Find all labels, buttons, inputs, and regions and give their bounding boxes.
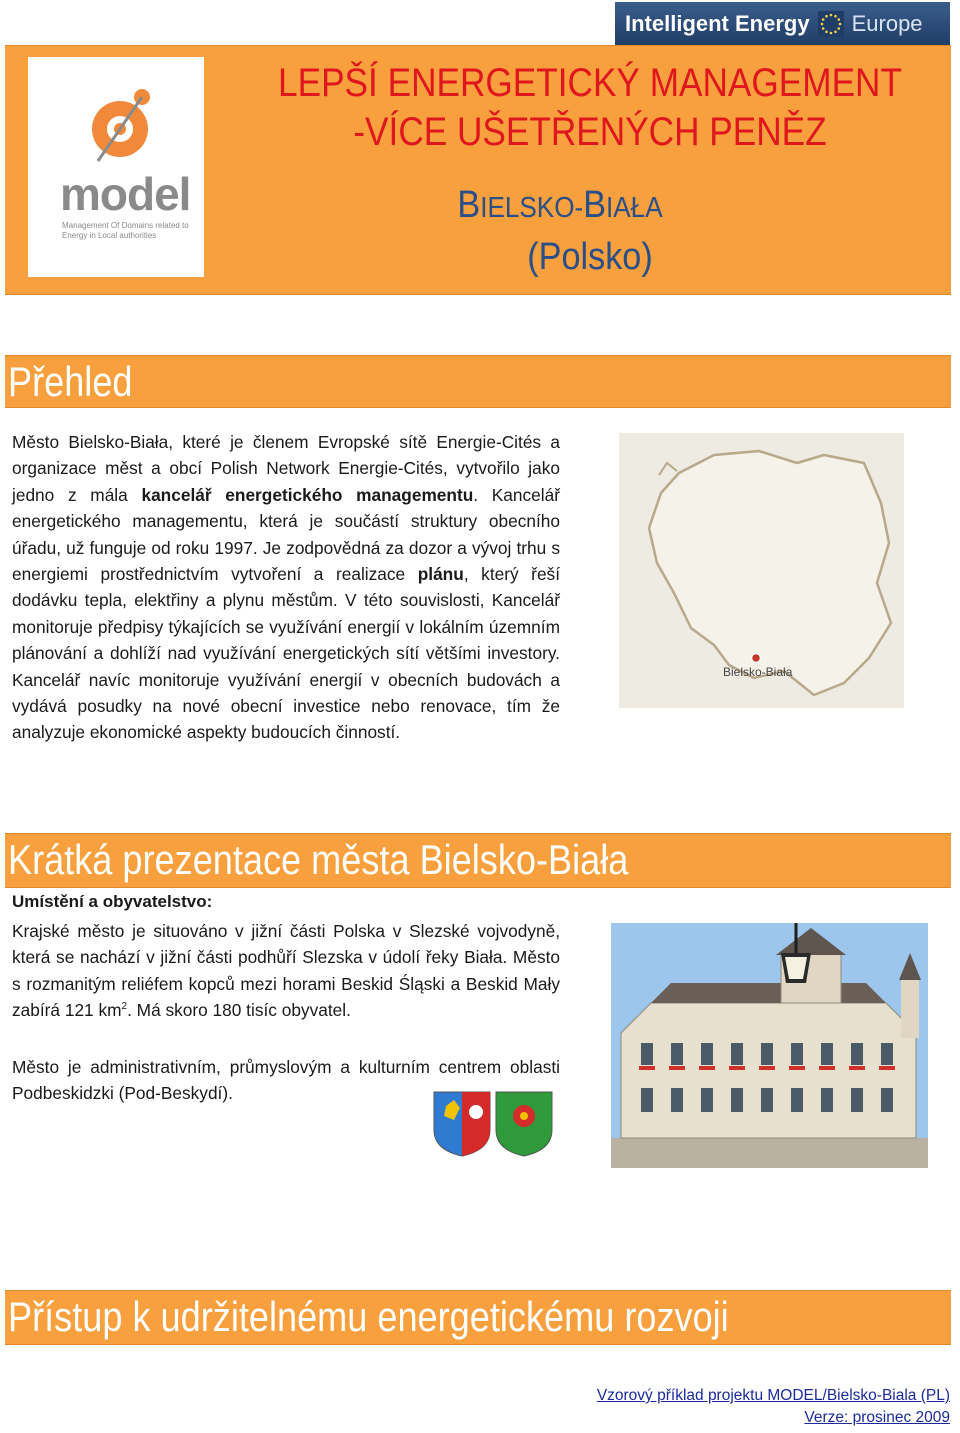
section-heading-overview (5, 355, 951, 408)
map-city-label: Bielsko-Biała (723, 665, 793, 679)
city-rest-1: IELSKO (480, 192, 575, 224)
footer-project-link[interactable]: Vzorový příklad projektu MODEL/Bielsko-Biala (PL) (596, 1387, 950, 1404)
placement-text-b: . Má skoro 180 tisíc obyvatel. (127, 1000, 351, 1021)
overview-heading-text: Přehled (8, 358, 133, 405)
model-logo-icon (80, 83, 160, 165)
city-rest-2: IAŁA (606, 192, 663, 224)
poland-map (619, 433, 904, 708)
country-name: (Polsko) (527, 236, 653, 278)
footer-version-link[interactable]: Verze: prosinec 2009 (804, 1409, 950, 1426)
overview-text-2: . Kancelář energetického managementu, která je součástí struktury obecního úřadu, už funguje od roku 1997. Je zodpovědná za dozor a vývoj trhu s energiemi prostřednictvím vytvoření a realizace (12, 484, 560, 585)
overview-bold-2: plánu (417, 564, 464, 585)
logo-tagline: Management Of Domains related to Energy in Local authorities (62, 221, 189, 240)
logo-wordmark: model (60, 168, 191, 220)
sustainable-heading-text: Přístup k udržitelnému energetickému rozvoji (8, 1293, 729, 1340)
town-hall-image (611, 923, 928, 1168)
area-superscript: 2 (121, 1001, 128, 1013)
placement-subheading: Umístění a obyvatelstvo: (12, 892, 213, 911)
city-initial-2: B (583, 184, 607, 226)
admin-paragraph: Město je administrativním, průmyslovým a kulturním centrem oblasti Podbeskidzki (Pod-Beskydí). (12, 1057, 560, 1104)
overview-text-1: Město Bielsko-Biała, které je členem Evropské sítě Energie-Cités a organizace měst a obcí Polish Network Energie-Cités, vytvořilo jako jedno z mála (12, 432, 560, 505)
overview-paragraph (12, 429, 560, 746)
city-initial-1: B (457, 184, 481, 226)
overview-text-3: , který řeší dodávku tepla, elektřiny a plynu městům. V této souvislosti, Kancelář monitoruje předpisy týkajících se využívání energií v lokálním územním plánování a dohlíží nad využívání energetických sítí většími investory. Kancelář navíc monitoruje využívání energií v obecních budovách a vydává posudky na nové obecní investice nebo renovace, tím že analyzuje ekonomické aspekty budoucích činností. (12, 564, 560, 743)
presentation-heading-text: Krátká prezentace města Bielsko-Biała (8, 836, 629, 883)
placement-text-a: Krajské město je situováno v jižní části Polska v Slezské vojvodyně, která se nachází v jižní části podhůří Slezska v údolí řeky Biała. Město s rozmanitým reliéfem kopců mezi horami Beskid Śląski a Beskid Mały zabírá 121 km (12, 921, 560, 1021)
eu-stars-icon (818, 11, 844, 37)
poland-outline-icon (619, 433, 904, 708)
coats-of-arms (432, 1090, 554, 1158)
badge-right-text: Europe (851, 10, 923, 36)
badge-left-text: Intelligent Energy (625, 10, 810, 36)
coat-of-arms-icon (432, 1090, 554, 1158)
city-name (263, 183, 857, 230)
model-logo (28, 57, 204, 277)
section-heading-sustainable (5, 1290, 951, 1345)
intelligent-energy-europe-logo (615, 2, 950, 45)
city-dash: - (574, 192, 584, 224)
placement-paragraph (12, 918, 560, 1024)
main-title-line2: -VÍCE UŠETŘENÝCH PENĚZ (353, 110, 827, 154)
section-heading-presentation (5, 833, 951, 888)
town-hall-photo (611, 923, 928, 1168)
main-title-line1: LEPŠÍ ENERGETICKÝ MANAGEMENT (278, 61, 902, 105)
overview-bold-1: kancelář energetického managementu (141, 484, 474, 505)
